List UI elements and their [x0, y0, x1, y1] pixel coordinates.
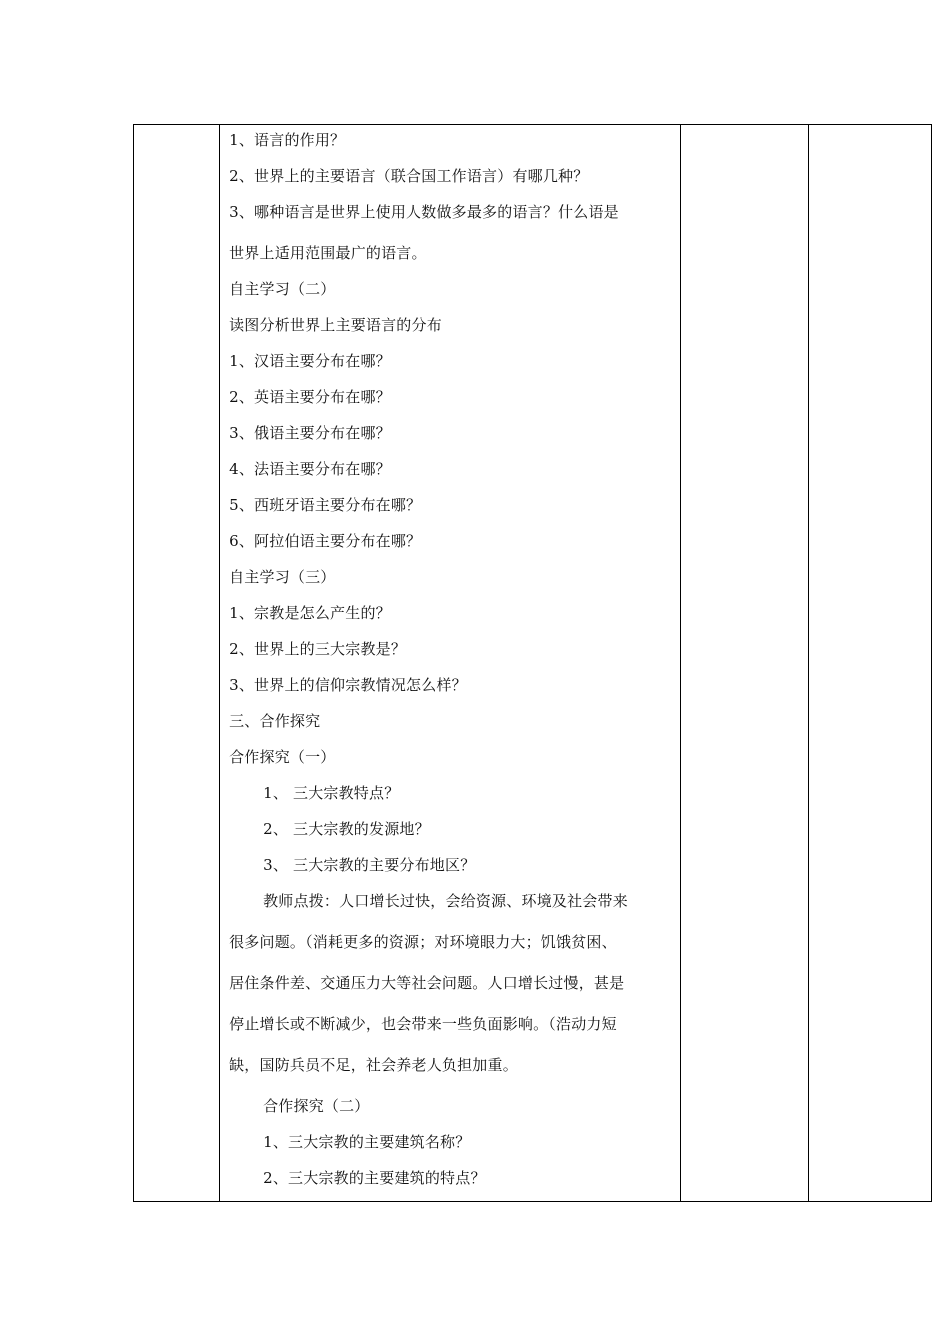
table-row — [134, 125, 932, 1202]
question-line: 3、俄语主要分布在哪？ — [229, 424, 391, 442]
section-heading: 自主学习（二） — [229, 280, 336, 298]
question-line: 3、世界上的信仰宗教情况怎么样？ — [229, 676, 467, 694]
lesson-content — [220, 125, 680, 1201]
question-line: 5、西班牙语主要分布在哪？ — [229, 496, 422, 514]
section-heading: 合作探究（一） — [229, 748, 336, 766]
teacher-note-line: 教师点拨：人口增长过快，会给资源、环境及社会带来 — [263, 892, 628, 910]
question-line: 2、世界上的三大宗教是？ — [229, 640, 407, 658]
question-line: 世界上适用范围最广的语言。 — [229, 244, 427, 262]
question-line: 2、英语主要分布在哪？ — [229, 388, 391, 406]
question-line: 1、 三大宗教特点？ — [263, 784, 400, 802]
empty-cell-left — [134, 125, 220, 1202]
section-heading: 三、合作探究 — [229, 712, 321, 730]
question-line: 3、哪种语言是世界上使用人数做多最多的语言？什么语是 — [229, 203, 619, 221]
question-line: 2、世界上的主要语言（联合国工作语言）有哪几种？ — [229, 167, 589, 185]
question-line: 2、三大宗教的主要建筑的特点？ — [263, 1169, 486, 1187]
question-line: 1、汉语主要分布在哪？ — [229, 352, 391, 370]
question-line: 3、 三大宗教的主要分布地区？ — [263, 856, 476, 874]
section-heading: 合作探究（二） — [263, 1097, 370, 1115]
teacher-note-line: 停止增长或不断减少，也会带来一些负面影响。（浩动力短 — [229, 1015, 617, 1033]
question-line: 1、三大宗教的主要建筑名称？ — [263, 1133, 471, 1151]
question-line: 1、宗教是怎么产生的？ — [229, 604, 391, 622]
question-line: 4、法语主要分布在哪？ — [229, 460, 391, 478]
question-line: 2、 三大宗教的发源地？ — [263, 820, 430, 838]
instruction-line: 读图分析世界上主要语言的分布 — [229, 316, 442, 334]
question-line: 6、阿拉伯语主要分布在哪？ — [229, 532, 422, 550]
question-line: 1、语言的作用？ — [229, 131, 346, 149]
lesson-table — [133, 124, 932, 1202]
teacher-note-line: 很多问题。（消耗更多的资源；对环境眼力大；饥饿贫困、 — [229, 933, 617, 951]
teacher-note-line: 居住条件差、交通压力大等社会问题。人口增长过慢，甚是 — [229, 974, 625, 992]
empty-cell-notes — [680, 125, 808, 1202]
empty-cell-right — [808, 125, 931, 1202]
section-heading: 自主学习（三） — [229, 568, 336, 586]
teacher-note-line: 缺，国防兵员不足，社会养老人负担加重。 — [229, 1056, 518, 1074]
lesson-content-cell — [220, 125, 681, 1202]
